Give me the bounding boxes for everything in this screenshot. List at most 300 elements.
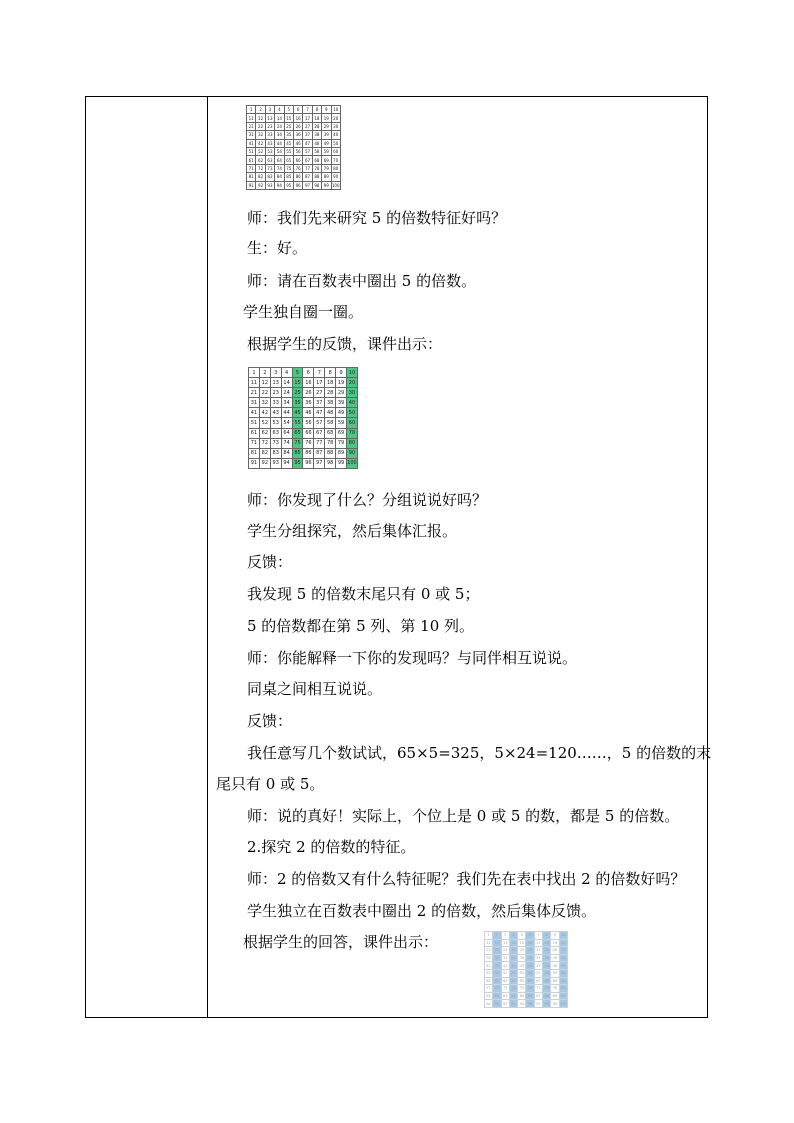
grid-cell: 47 xyxy=(314,408,325,418)
grid-cell: 2 xyxy=(256,106,265,114)
grid-cell: 16 xyxy=(303,378,314,388)
grid-cell: 1 xyxy=(485,932,493,940)
grid-cell: 51 xyxy=(249,418,260,428)
grid-cell: 12 xyxy=(494,940,500,945)
grid-cell: 96 xyxy=(293,181,302,189)
column-divider xyxy=(207,96,208,1018)
grid-cell: 100 xyxy=(559,1001,567,1006)
grid-cell: 39 xyxy=(552,956,558,961)
grid-cell: 90 xyxy=(331,173,340,181)
grid-cell: 73 xyxy=(503,986,508,991)
hundred-chart-multiples-of-5 xyxy=(248,367,358,469)
grid-cell: 27 xyxy=(314,388,325,398)
grid-cell: 72 xyxy=(259,438,270,448)
grid-cell: 15 xyxy=(284,114,293,122)
grid-cell: 31 xyxy=(486,956,491,961)
grid-cell: 89 xyxy=(552,994,558,999)
grid-cell: 89 xyxy=(322,173,331,181)
grid-cell: 85 xyxy=(284,173,293,181)
grid-cell: 79 xyxy=(552,986,558,991)
grid-cell: 60 xyxy=(347,418,358,428)
grid-cell: 44 xyxy=(511,963,516,968)
grid-cell: 21 xyxy=(247,122,256,130)
grid-cell: 87 xyxy=(314,448,325,458)
grid-cell: 71 xyxy=(249,438,260,448)
grid-cell: 18 xyxy=(544,940,549,945)
grid-cell: 25 xyxy=(284,122,293,130)
grid-cell: 99 xyxy=(552,1001,558,1006)
grid-cell: 94 xyxy=(275,181,284,189)
grid-cell: 10 xyxy=(561,933,566,938)
grid-cell: 19 xyxy=(336,378,347,388)
grid-cell: 6 xyxy=(526,932,534,940)
grid-cell: 43 xyxy=(503,963,508,968)
grid-cell: 14 xyxy=(511,940,516,945)
grid-cell: 100 xyxy=(331,182,340,188)
grid-cell: 38 xyxy=(312,131,321,139)
grid-cell: 3 xyxy=(501,932,509,940)
grid-cell: 50 xyxy=(331,139,340,147)
grid-cell: 50 xyxy=(561,963,566,968)
grid-cell: 70 xyxy=(347,428,358,438)
grid-cell: 81 xyxy=(486,994,491,999)
grid-cell: 35 xyxy=(284,131,293,139)
grid-cell: 66 xyxy=(303,428,314,438)
grid-cell: 49 xyxy=(336,408,347,418)
grid-cell: 42 xyxy=(259,408,270,418)
grid-cell: 68 xyxy=(312,156,321,164)
grid-cell: 70 xyxy=(561,978,566,983)
text-line: 学生分组探究，然后集体汇报。 xyxy=(247,522,458,540)
grid-cell: 77 xyxy=(536,986,541,991)
grid-cell: 20 xyxy=(561,940,566,945)
grid-cell: 49 xyxy=(552,963,558,968)
grid-cell: 8 xyxy=(312,106,321,114)
grid-cell: 9 xyxy=(336,368,347,378)
text-line: 生：好。 xyxy=(247,239,308,257)
grid-cell: 76 xyxy=(303,438,314,448)
grid-cell: 71 xyxy=(247,164,256,172)
grid-cell: 59 xyxy=(336,418,347,428)
grid-cell: 91 xyxy=(247,181,256,189)
grid-cell: 53 xyxy=(270,418,281,428)
grid-cell: 52 xyxy=(256,147,265,155)
grid-cell: 10 xyxy=(331,106,340,114)
grid-cell: 47 xyxy=(536,963,541,968)
grid-cell: 9 xyxy=(551,932,559,940)
grid-cell: 99 xyxy=(336,458,347,468)
grid-cell: 40 xyxy=(561,956,566,961)
grid-cell: 57 xyxy=(536,971,541,976)
grid-cell: 20 xyxy=(347,378,358,388)
grid-cell: 13 xyxy=(503,940,508,945)
grid-cell: 65 xyxy=(284,156,293,164)
grid-cell: 22 xyxy=(259,388,270,398)
grid-cell: 29 xyxy=(552,948,558,953)
grid-cell: 78 xyxy=(544,986,549,991)
grid-cell: 41 xyxy=(486,963,491,968)
grid-cell: 80 xyxy=(331,164,340,172)
grid-cell: 29 xyxy=(336,388,347,398)
grid-cell: 98 xyxy=(312,181,321,189)
grid-cell: 38 xyxy=(325,398,336,408)
grid-cell: 81 xyxy=(247,173,256,181)
grid-cell: 46 xyxy=(303,408,314,418)
grid-cell: 69 xyxy=(552,978,558,983)
grid-cell: 62 xyxy=(256,156,265,164)
grid-cell: 74 xyxy=(281,438,292,448)
grid-cell: 19 xyxy=(552,940,558,945)
grid-cell: 27 xyxy=(536,948,541,953)
grid-cell: 53 xyxy=(503,971,508,976)
grid-cell: 29 xyxy=(322,122,331,130)
grid-cell: 61 xyxy=(247,156,256,164)
grid-cell: 84 xyxy=(275,173,284,181)
grid-cell: 75 xyxy=(519,986,525,991)
grid-cell: 19 xyxy=(322,114,331,122)
grid-cell: 54 xyxy=(511,971,516,976)
grid-cell: 35 xyxy=(292,398,303,408)
grid-cell: 98 xyxy=(325,458,336,468)
grid-cell: 73 xyxy=(265,164,274,172)
grid-cell: 99 xyxy=(322,181,331,189)
grid-cell: 23 xyxy=(270,388,281,398)
grid-cell: 22 xyxy=(494,948,500,953)
grid-cell: 81 xyxy=(249,448,260,458)
grid-cell: 5 xyxy=(284,106,293,114)
grid-cell: 56 xyxy=(303,418,314,428)
grid-cell: 57 xyxy=(303,147,312,155)
text-line: 根据学生的反馈，课件出示： xyxy=(247,335,443,353)
grid-cell: 95 xyxy=(284,181,293,189)
grid-cell: 71 xyxy=(486,986,491,991)
text-line: 师：说的真好！实际上，个位上是 0 或 5 的数，都是 5 的倍数。 xyxy=(247,807,680,825)
grid-cell: 48 xyxy=(544,963,549,968)
grid-cell: 66 xyxy=(527,978,533,983)
grid-cell: 36 xyxy=(527,956,533,961)
grid-cell: 24 xyxy=(281,388,292,398)
grid-cell: 5 xyxy=(292,368,303,378)
grid-cell: 93 xyxy=(265,181,274,189)
grid-cell: 74 xyxy=(511,986,516,991)
grid-cell: 1 xyxy=(247,106,256,114)
grid-cell: 75 xyxy=(284,164,293,172)
grid-cell: 87 xyxy=(536,994,541,999)
grid-cell: 43 xyxy=(270,408,281,418)
grid-cell: 45 xyxy=(519,963,525,968)
grid-cell: 7 xyxy=(303,106,312,114)
grid-cell: 70 xyxy=(331,156,340,164)
grid-cell: 17 xyxy=(314,378,325,388)
grid-cell: 15 xyxy=(519,940,525,945)
grid-cell: 63 xyxy=(265,156,274,164)
grid-cell: 36 xyxy=(293,131,302,139)
grid-cell: 86 xyxy=(303,448,314,458)
grid-cell: 46 xyxy=(527,963,533,968)
grid-cell: 5 xyxy=(518,932,526,940)
grid-cell: 39 xyxy=(336,398,347,408)
grid-cell: 77 xyxy=(314,438,325,448)
text-line: 师：2 的倍数又有什么特征呢？我们先在表中找出 2 的倍数好吗？ xyxy=(247,870,686,888)
grid-cell: 86 xyxy=(527,994,533,999)
grid-cell: 15 xyxy=(292,378,303,388)
grid-cell: 1 xyxy=(249,368,260,378)
grid-cell: 63 xyxy=(503,978,508,983)
grid-cell: 41 xyxy=(247,139,256,147)
grid-cell: 40 xyxy=(347,398,358,408)
grid-cell: 76 xyxy=(293,164,302,172)
grid-cell: 61 xyxy=(486,978,491,983)
grid-cell: 80 xyxy=(561,986,566,991)
grid-cell: 82 xyxy=(256,173,265,181)
grid-cell: 97 xyxy=(303,181,312,189)
grid-cell: 18 xyxy=(312,114,321,122)
hundred-chart-plain xyxy=(246,105,341,190)
grid-cell: 83 xyxy=(265,173,274,181)
text-line: 尾只有 0 或 5。 xyxy=(216,775,325,793)
grid-cell: 77 xyxy=(303,164,312,172)
text-line: 5 的倍数都在第 5 列、第 10 列。 xyxy=(247,617,475,635)
grid-cell: 41 xyxy=(249,408,260,418)
grid-cell: 88 xyxy=(325,448,336,458)
grid-cell: 91 xyxy=(249,458,260,468)
grid-cell: 7 xyxy=(314,368,325,378)
grid-cell: 37 xyxy=(314,398,325,408)
grid-cell: 90 xyxy=(561,994,566,999)
grid-cell: 32 xyxy=(256,131,265,139)
grid-cell: 89 xyxy=(336,448,347,458)
text-line: 师：我们先来研究 5 的倍数特征好吗？ xyxy=(247,209,507,227)
grid-cell: 97 xyxy=(314,458,325,468)
grid-cell: 4 xyxy=(509,932,517,940)
grid-cell: 44 xyxy=(275,139,284,147)
grid-cell: 11 xyxy=(249,378,260,388)
grid-cell: 69 xyxy=(336,428,347,438)
grid-cell: 58 xyxy=(312,147,321,155)
grid-cell: 68 xyxy=(325,428,336,438)
grid-cell: 34 xyxy=(511,956,516,961)
grid-cell: 33 xyxy=(503,956,508,961)
grid-cell: 60 xyxy=(561,971,566,976)
grid-cell: 16 xyxy=(293,114,302,122)
grid-cell: 64 xyxy=(281,428,292,438)
grid-cell: 52 xyxy=(494,971,500,976)
grid-cell: 2 xyxy=(493,932,501,940)
grid-cell: 60 xyxy=(331,147,340,155)
grid-cell: 3 xyxy=(265,106,274,114)
grid-cell: 56 xyxy=(527,971,533,976)
grid-cell: 90 xyxy=(347,448,358,458)
grid-cell: 32 xyxy=(259,398,270,408)
grid-cell: 11 xyxy=(247,114,256,122)
grid-cell: 59 xyxy=(322,147,331,155)
grid-cell: 67 xyxy=(314,428,325,438)
grid-cell: 56 xyxy=(293,147,302,155)
grid-cell: 26 xyxy=(293,122,302,130)
grid-cell: 32 xyxy=(494,956,500,961)
text-line: 反馈： xyxy=(247,712,293,730)
grid-cell: 2 xyxy=(259,368,270,378)
grid-cell: 34 xyxy=(281,398,292,408)
grid-cell: 64 xyxy=(511,978,516,983)
grid-cell: 24 xyxy=(275,122,284,130)
grid-cell: 92 xyxy=(259,458,270,468)
grid-cell: 33 xyxy=(265,131,274,139)
grid-cell: 17 xyxy=(303,114,312,122)
grid-cell: 97 xyxy=(536,1001,541,1006)
grid-cell: 82 xyxy=(494,994,500,999)
text-line: 师：你能解释一下你的发现吗？与同伴相互说说。 xyxy=(247,649,578,667)
grid-cell: 59 xyxy=(552,971,558,976)
text-line: 我发现 5 的倍数末尾只有 0 或 5； xyxy=(247,585,480,603)
grid-cell: 68 xyxy=(544,978,549,983)
grid-cell: 69 xyxy=(322,156,331,164)
grid-cell: 84 xyxy=(281,448,292,458)
grid-cell: 88 xyxy=(544,994,549,999)
grid-cell: 62 xyxy=(259,428,270,438)
grid-cell: 87 xyxy=(303,173,312,181)
grid-cell: 23 xyxy=(265,122,274,130)
grid-cell: 72 xyxy=(494,986,500,991)
grid-cell: 73 xyxy=(270,438,281,448)
grid-cell: 45 xyxy=(292,408,303,418)
grid-cell: 24 xyxy=(511,948,516,953)
grid-cell: 36 xyxy=(303,398,314,408)
grid-cell: 52 xyxy=(259,418,270,428)
grid-cell: 85 xyxy=(292,448,303,458)
grid-cell: 58 xyxy=(325,418,336,428)
grid-cell: 95 xyxy=(292,458,303,468)
grid-cell: 38 xyxy=(544,956,549,961)
grid-cell: 30 xyxy=(347,388,358,398)
grid-cell: 7 xyxy=(534,932,542,940)
grid-cell: 26 xyxy=(303,388,314,398)
grid-cell: 51 xyxy=(486,971,491,976)
grid-cell: 54 xyxy=(281,418,292,428)
grid-cell: 31 xyxy=(247,131,256,139)
grid-cell: 67 xyxy=(536,978,541,983)
grid-cell: 31 xyxy=(249,398,260,408)
grid-cell: 85 xyxy=(519,994,525,999)
grid-cell: 14 xyxy=(275,114,284,122)
grid-cell: 21 xyxy=(486,948,491,953)
grid-cell: 17 xyxy=(536,940,541,945)
grid-cell: 37 xyxy=(303,131,312,139)
grid-cell: 27 xyxy=(303,122,312,130)
text-line: 学生独自圈一圈。 xyxy=(243,303,364,321)
grid-cell: 76 xyxy=(527,986,533,991)
grid-cell: 20 xyxy=(331,114,340,122)
grid-cell: 13 xyxy=(265,114,274,122)
grid-cell: 65 xyxy=(292,428,303,438)
grid-cell: 62 xyxy=(494,978,500,983)
grid-cell: 3 xyxy=(270,368,281,378)
grid-cell: 25 xyxy=(292,388,303,398)
grid-cell: 23 xyxy=(503,948,508,953)
grid-cell: 49 xyxy=(322,139,331,147)
grid-cell: 12 xyxy=(259,378,270,388)
grid-cell: 30 xyxy=(561,948,566,953)
grid-cell: 53 xyxy=(265,147,274,155)
grid-cell: 4 xyxy=(275,106,284,114)
grid-cell: 55 xyxy=(284,147,293,155)
grid-cell: 33 xyxy=(270,398,281,408)
grid-cell: 78 xyxy=(325,438,336,448)
text-line: 同桌之间相互说说。 xyxy=(247,680,383,698)
grid-cell: 93 xyxy=(270,458,281,468)
grid-cell: 51 xyxy=(247,147,256,155)
grid-cell: 21 xyxy=(249,388,260,398)
grid-cell: 8 xyxy=(543,932,551,940)
grid-cell: 75 xyxy=(292,438,303,448)
grid-cell: 55 xyxy=(519,971,525,976)
grid-cell: 28 xyxy=(312,122,321,130)
grid-cell: 22 xyxy=(256,122,265,130)
grid-cell: 74 xyxy=(275,164,284,172)
grid-cell: 98 xyxy=(544,1001,549,1006)
grid-cell: 79 xyxy=(322,164,331,172)
grid-cell: 84 xyxy=(511,994,516,999)
grid-cell: 96 xyxy=(527,1001,533,1006)
grid-cell: 61 xyxy=(249,428,260,438)
grid-cell: 47 xyxy=(303,139,312,147)
text-line: 反馈： xyxy=(247,553,293,571)
grid-cell: 58 xyxy=(544,971,549,976)
grid-cell: 80 xyxy=(347,438,358,448)
grid-cell: 93 xyxy=(503,1001,508,1006)
grid-cell: 16 xyxy=(527,940,533,945)
grid-cell: 79 xyxy=(336,438,347,448)
grid-cell: 43 xyxy=(265,139,274,147)
grid-cell: 92 xyxy=(256,181,265,189)
grid-cell: 45 xyxy=(284,139,293,147)
grid-cell: 28 xyxy=(544,948,549,953)
grid-cell: 4 xyxy=(281,368,292,378)
grid-cell: 9 xyxy=(322,106,331,114)
grid-cell: 42 xyxy=(256,139,265,147)
grid-cell: 6 xyxy=(293,106,302,114)
grid-cell: 55 xyxy=(292,418,303,428)
grid-cell: 83 xyxy=(503,994,508,999)
grid-cell: 83 xyxy=(270,448,281,458)
grid-cell: 14 xyxy=(281,378,292,388)
grid-cell: 50 xyxy=(347,408,358,418)
grid-cell: 78 xyxy=(312,164,321,172)
grid-cell: 64 xyxy=(275,156,284,164)
grid-cell: 30 xyxy=(331,122,340,130)
grid-cell: 94 xyxy=(281,458,292,468)
grid-cell: 86 xyxy=(293,173,302,181)
grid-cell: 65 xyxy=(519,978,525,983)
grid-cell: 57 xyxy=(314,418,325,428)
grid-cell: 96 xyxy=(303,458,314,468)
grid-cell: 34 xyxy=(275,131,284,139)
grid-cell: 8 xyxy=(325,368,336,378)
text-line: 学生独立在百数表中圈出 2 的倍数，然后集体反馈。 xyxy=(247,902,597,920)
grid-cell: 42 xyxy=(494,963,500,968)
grid-cell: 40 xyxy=(331,131,340,139)
grid-cell: 95 xyxy=(519,1001,525,1006)
grid-cell: 94 xyxy=(511,1001,516,1006)
grid-cell: 37 xyxy=(536,956,541,961)
grid-cell: 48 xyxy=(312,139,321,147)
grid-cell: 66 xyxy=(293,156,302,164)
grid-cell: 63 xyxy=(270,428,281,438)
grid-cell: 72 xyxy=(256,164,265,172)
grid-cell: 35 xyxy=(519,956,525,961)
grid-cell: 92 xyxy=(494,1001,500,1006)
grid-cell: 28 xyxy=(325,388,336,398)
